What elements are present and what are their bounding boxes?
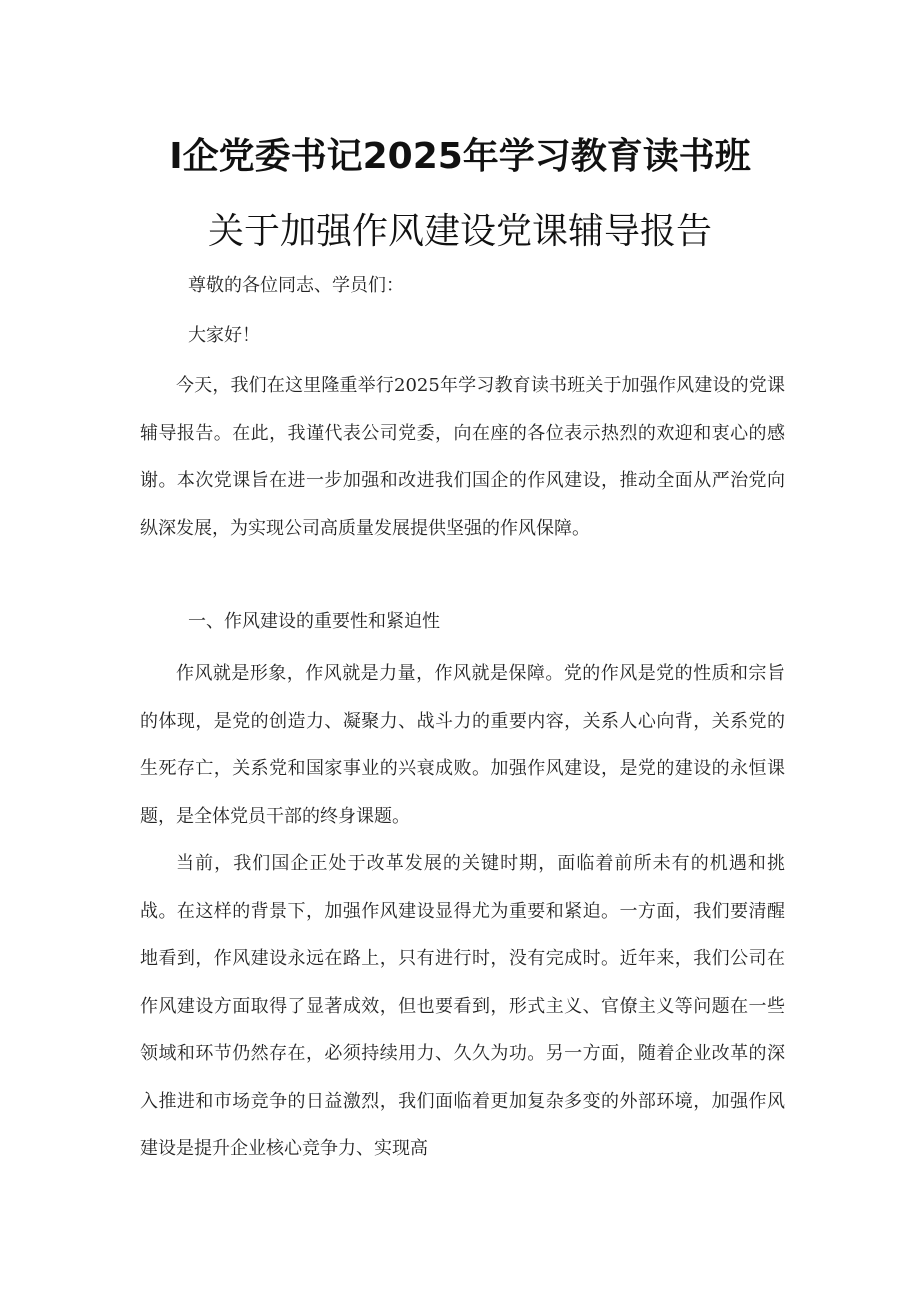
paragraph-text: 当前，我们国企正处于改革发展的关键时期，面临着前所未有的机遇和挑战。在这样的背景下，加强作风建设显得尤为重要和紧迫。一方面，我们要清醒地看到，作风建设永远在路上，只有进行时，没有完成时。近年来，我们公司在作风建设方面取得了显著成效，但也要看到，形式主义、官僚主义等问题在一些领域和环节仍然存在，必须持续用力、久久为功。另一方面，随着企业改革的深入推进和市场竞争的日益激烈，我们面临着更加复杂多变的外部环境，加强作风建设是提升企业核心竞争力、实现高 (140, 853, 785, 1159)
paragraph-text: 作风就是形象，作风就是力量，作风就是保障。党的作风是党的性质和宗旨的体现，是党的创造力、凝聚力、战斗力的重要内容，关系人心向背，关系党的生死存亡，关系党和国家事业的兴衰成败。加强作风建设，是党的建设的永恒课题，是全体党员干部的终身课题。 (140, 663, 785, 827)
paragraph-text: 今天，我们在这里隆重举行2025年学习教育读书班关于加强作风建设的党课辅导报告。在此，我谨代表公司党委，向在座的各位表示热烈的欢迎和衷心的感谢。本次党课旨在进一步加强和改进我们国企的作风建设，推动全面从严治党向纵深发展，为实现公司高质量发展提供坚强的作风保障。 (140, 375, 785, 539)
paragraph-importance (140, 650, 785, 840)
document-title-line2: 关于加强作风建设党课辅导报告 (207, 211, 712, 252)
document-title-line1: Ⅰ企党委书记2025年学习教育读书班 (169, 136, 751, 177)
greeting: 大家好！ (188, 325, 260, 346)
salutation: 尊敬的各位同志、学员们： (188, 275, 404, 296)
section-heading: 一、作风建设的重要性和紧迫性 (188, 611, 440, 632)
paragraph-current-situation (140, 840, 785, 1173)
paragraph-intro (140, 362, 785, 552)
